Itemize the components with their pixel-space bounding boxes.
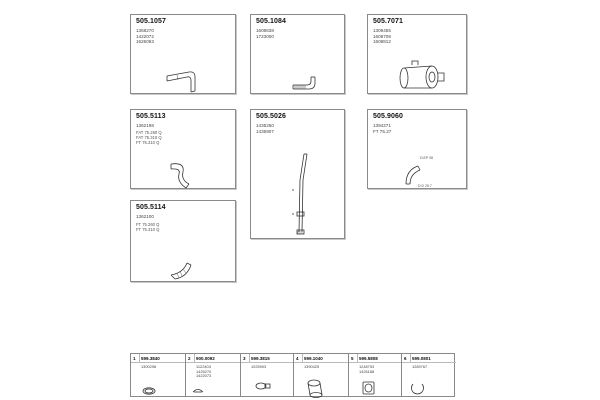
accessory-cell-2[interactable] <box>186 354 241 396</box>
accessory-cell-4[interactable] <box>294 354 349 396</box>
part-card-505-5114[interactable] <box>130 200 236 282</box>
part-code: 505.5114 <box>136 204 166 211</box>
accessory-cell-5[interactable] <box>349 354 402 396</box>
flexible-bend-pipe-icon <box>131 201 237 283</box>
item-number: 2 <box>188 356 191 361</box>
part-reference-list: 1368270 1422072 1626063 <box>136 28 154 45</box>
accessory-reference-list: 1025903 <box>251 364 267 369</box>
flange-icon <box>349 354 402 398</box>
silencer-muffler-icon <box>368 15 468 95</box>
pipe-connector-icon <box>294 354 349 398</box>
clamp-icon <box>131 354 186 398</box>
accessory-code: 599.3815 <box>251 356 270 361</box>
part-reference-list: 1435250 1435907 <box>256 123 274 134</box>
accessory-code: 599.5808 <box>359 356 378 361</box>
part-code: 505.5026 <box>256 113 286 120</box>
part-card-505-5026[interactable] <box>250 109 345 239</box>
accessory-reference-list: 1248753 1426188 <box>359 364 375 374</box>
vehicle-application-list: FAT 75.260 Q FAT 75.310 Q FT 75.310 Q <box>136 130 162 145</box>
u-bolt-clamp-icon <box>186 354 241 398</box>
part-card-505-1057[interactable] <box>130 14 236 94</box>
accessory-reference-list: 1289767 <box>412 364 428 369</box>
part-reference-list: 1362100 <box>136 214 154 219</box>
accessory-reference-list: 1390425 <box>304 364 320 369</box>
band-clamp-icon <box>241 354 294 398</box>
part-code: 505.5113 <box>136 113 166 120</box>
part-code: 505.9060 <box>373 113 403 120</box>
s-bend-pipe-icon <box>131 110 237 190</box>
accessories-strip <box>130 353 455 397</box>
part-card-505-9060[interactable] <box>367 109 467 189</box>
part-code: 505.7071 <box>373 18 403 25</box>
end-size-label-bottom: D:D 25.7 <box>418 184 432 188</box>
ring-clamp-icon <box>402 354 456 398</box>
part-reference-list: 1362198 <box>136 123 154 128</box>
accessory-cell-1[interactable] <box>131 354 186 396</box>
item-number: 6 <box>404 356 407 361</box>
part-reference-list: 1309455 1608708 1608812 <box>373 28 391 45</box>
item-number: 5 <box>351 356 354 361</box>
part-reference-list: 1608838 1723000 <box>256 28 274 39</box>
item-number: 4 <box>296 356 299 361</box>
accessory-reference-list: 1122403 1425270 1422073 <box>196 364 212 378</box>
part-card-505-7071[interactable] <box>367 14 467 94</box>
accessory-code: 900.0092 <box>196 356 215 361</box>
part-code: 505.1084 <box>256 18 286 25</box>
vehicle-application-list: FT 75.260 Q FT 75.310 Q <box>136 222 160 232</box>
exhaust-bend-pipe-icon <box>131 15 237 95</box>
accessory-reference-list: 1300298 <box>141 364 157 369</box>
item-number: 3 <box>243 356 246 361</box>
elbow-pipe-icon <box>368 110 468 190</box>
flexible-elbow-pipe-icon <box>251 15 346 95</box>
accessory-code: 599.0801 <box>412 356 431 361</box>
end-size-label-top: D:EP 08 <box>420 156 433 160</box>
part-card-505-5113[interactable] <box>130 109 236 189</box>
part-code: 505.1057 <box>136 18 166 25</box>
part-reference-list: 1394271 FT 75.27 <box>373 123 392 134</box>
accessory-cell-6[interactable] <box>402 354 456 396</box>
accessory-code: 599.1040 <box>304 356 323 361</box>
vertical-tail-pipe-icon <box>251 110 346 240</box>
accessory-code: 599.3840 <box>141 356 160 361</box>
accessory-cell-3[interactable] <box>241 354 294 396</box>
item-number: 1 <box>133 356 136 361</box>
part-card-505-1084[interactable] <box>250 14 345 94</box>
